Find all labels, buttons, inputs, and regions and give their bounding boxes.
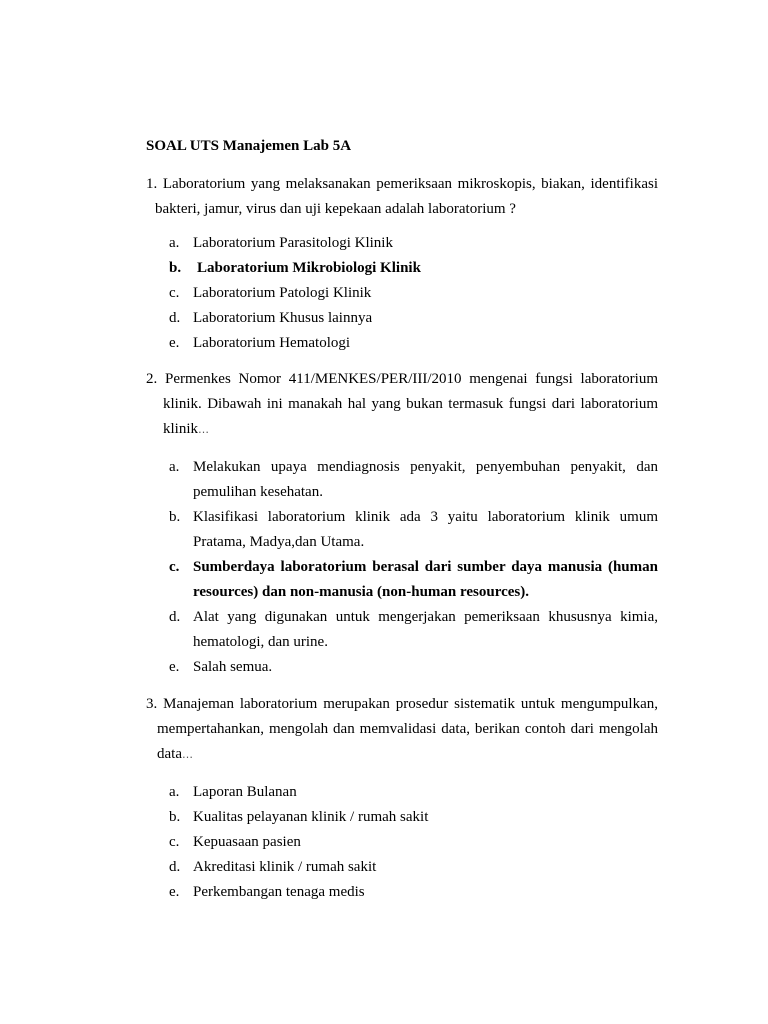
- q2-option-c-letter: c.: [169, 559, 180, 575]
- question-3-line-2: mempertahankan, mengolah dan memvalidasi data, berikan contoh dari mengolah: [157, 721, 658, 737]
- q3-option-e-letter: e.: [169, 884, 180, 900]
- question-1-line-1: 1. Laboratorium yang melaksanakan pemeriksaan mikroskopis, biakan, identifikasi: [146, 176, 658, 192]
- q3-option-d-text: Akreditasi klinik / rumah sakit: [193, 859, 377, 875]
- q3-option-c-letter: c.: [169, 834, 180, 850]
- q2-option-b-line-1: Klasifikasi laboratorium klinik ada 3 yaitu laboratorium klinik umum: [193, 509, 658, 525]
- question-2-line-2: klinik. Dibawah ini manakah hal yang bukan termasuk fungsi dari laboratorium: [163, 396, 658, 412]
- q2-option-d-line-2: hematologi, dan urine.: [193, 634, 328, 650]
- question-3-line-3: [157, 744, 194, 765]
- q1-option-d-text: Laboratorium Khusus lainnya: [193, 310, 373, 326]
- question-3-line-1: 3. Manajeman laboratorium merupakan prosedur sistematik untuk mengumpulkan,: [146, 696, 658, 712]
- q1-option-a-text: Laboratorium Parasitologi Klinik: [193, 235, 393, 251]
- q2-option-c-line-2: resources) dan non-manusia (non-human resources).: [193, 584, 530, 600]
- q3-option-d-letter: d.: [169, 859, 181, 875]
- q2-option-e-text: Salah semua.: [193, 659, 273, 675]
- document-title: SOAL UTS Manajemen Lab 5A: [146, 138, 352, 154]
- question-1-line-2: bakteri, jamur, virus dan uji kepekaan adalah laboratorium ?: [155, 201, 516, 217]
- q3-option-e-text: Perkembangan tenaga medis: [193, 884, 365, 900]
- q2-option-a-line-2: pemulihan kesehatan.: [193, 484, 323, 500]
- question-2-line-3: [163, 419, 210, 440]
- q1-option-a-letter: a.: [169, 235, 180, 251]
- q2-option-d-line-1: Alat yang digunakan untuk mengerjakan pemeriksaan khususnya kimia,: [193, 609, 658, 625]
- q1-option-e-text: Laboratorium Hematologi: [193, 335, 351, 351]
- question-2-line-1: 2. Permenkes Nomor 411/MENKES/PER/III/2010 mengenai fungsi laboratorium: [146, 371, 658, 387]
- q1-option-c-letter: c.: [169, 285, 180, 301]
- q1-option-b-letter: b.: [169, 260, 182, 276]
- q3-option-c-text: Kepuasaan pasien: [193, 834, 301, 850]
- q2-option-a-letter: a.: [169, 459, 180, 475]
- q2-option-d-letter: d.: [169, 609, 181, 625]
- q1-option-e-letter: e.: [169, 335, 180, 351]
- q2-option-e-letter: e.: [169, 659, 180, 675]
- q2-option-b-letter: b.: [169, 509, 181, 525]
- q3-option-a-text: Laporan Bulanan: [193, 784, 297, 800]
- q3-option-b-letter: b.: [169, 809, 181, 825]
- q1-option-d-letter: d.: [169, 310, 181, 326]
- q2-option-c-line-1: Sumberdaya laboratorium berasal dari sumber daya manusia (human: [193, 559, 658, 575]
- question-2-ellipsis: …: [198, 423, 211, 436]
- question-3-ellipsis: …: [181, 748, 194, 761]
- q2-option-a-line-1: Melakukan upaya mendiagnosis penyakit, penyembuhan penyakit, dan: [193, 459, 658, 475]
- question-3-line-3-text: data: [157, 746, 182, 762]
- q1-option-b-text: Laboratorium Mikrobiologi Klinik: [197, 260, 421, 276]
- q2-option-b-line-2: Pratama, Madya,dan Utama.: [193, 534, 365, 550]
- question-2-line-3-text: klinik: [163, 421, 199, 437]
- q1-option-c-text: Laboratorium Patologi Klinik: [193, 285, 372, 301]
- q3-option-b-text: Kualitas pelayanan klinik / rumah sakit: [193, 809, 429, 825]
- q3-option-a-letter: a.: [169, 784, 180, 800]
